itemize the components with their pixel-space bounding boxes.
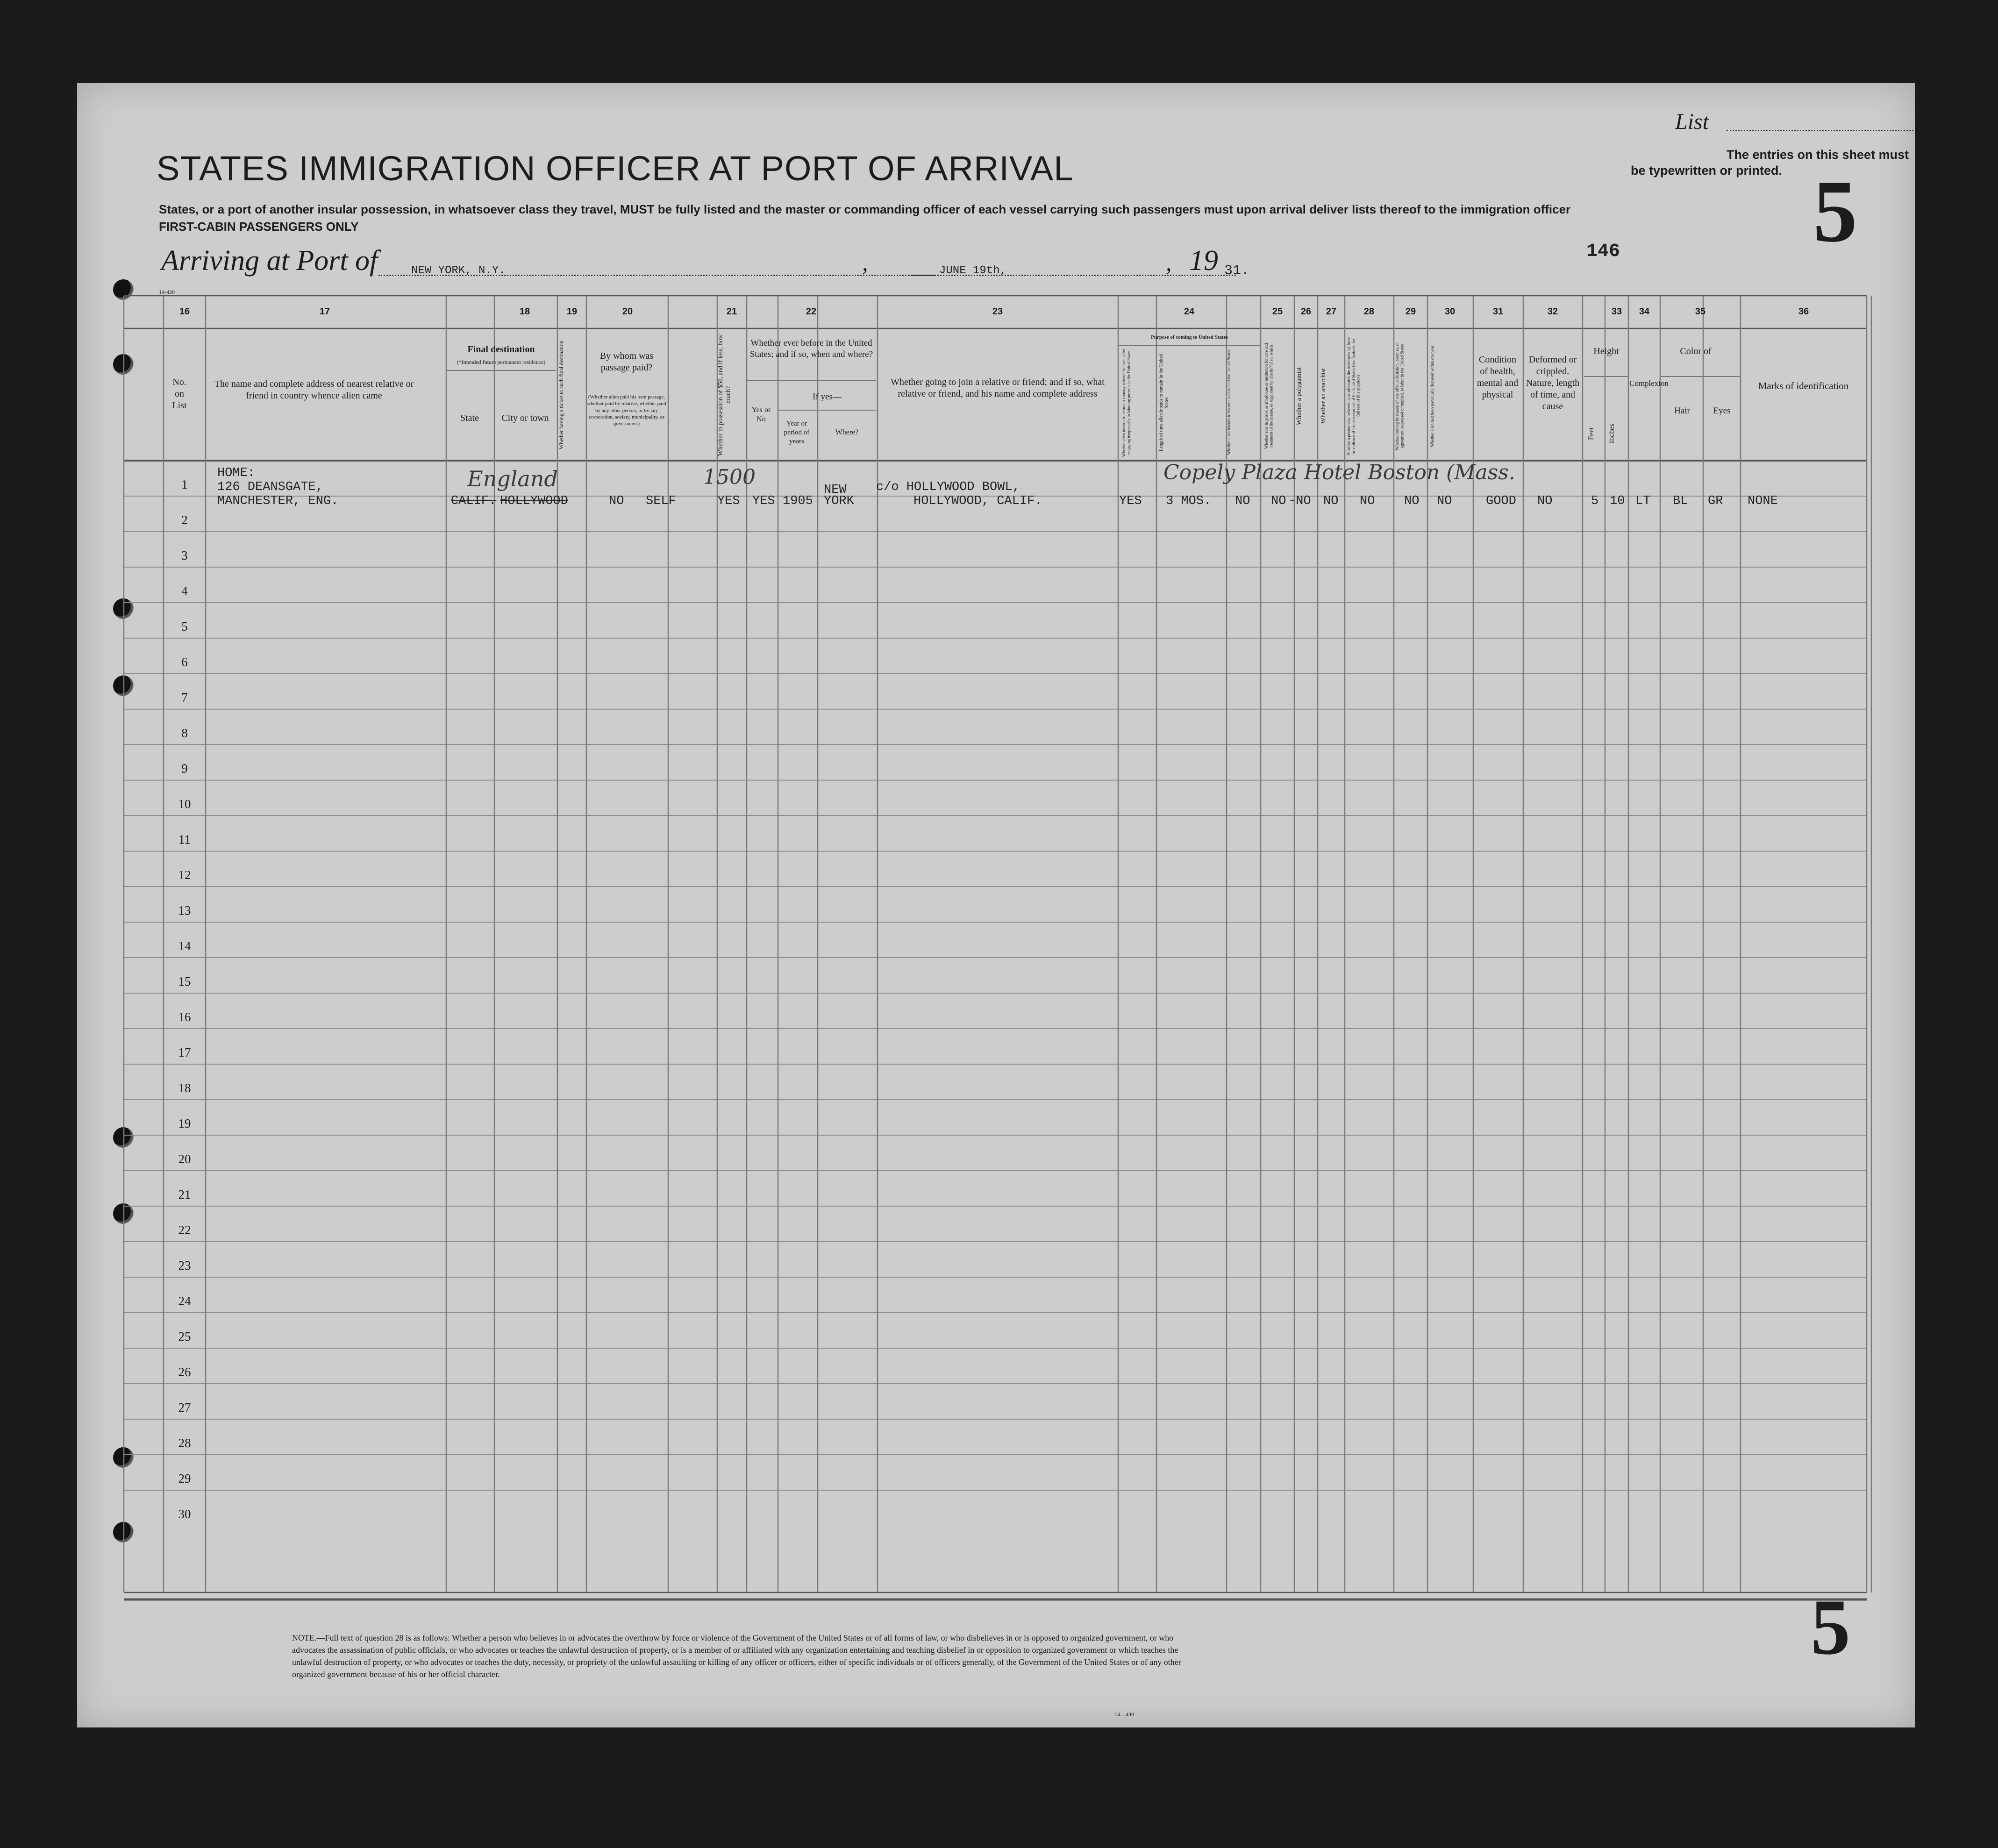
ticket-value: NO bbox=[609, 494, 624, 508]
row-number: 12 bbox=[178, 868, 191, 882]
port-comma: , bbox=[862, 249, 868, 276]
q30-value: NO bbox=[1437, 494, 1452, 508]
q29-value: NO bbox=[1404, 494, 1420, 508]
row-number: 18 bbox=[178, 1081, 191, 1095]
join-line-1: c/o HOLLYWOOD BOWL, bbox=[876, 480, 1020, 494]
header-q28: Whether a person who believes in or advocates the overthrow by force or violence of the Government of the United States (See footnote for full text of this question) bbox=[1346, 336, 1361, 456]
row-number: 6 bbox=[181, 655, 188, 669]
header-anarchist: Whether an anarchist bbox=[1320, 368, 1327, 424]
year-prefix: 19 bbox=[1189, 245, 1218, 277]
join-line-2: HOLLYWOOD, CALIF. bbox=[913, 494, 1042, 508]
prison-value: NO bbox=[1271, 494, 1286, 508]
year-suffix: 31. bbox=[1224, 263, 1250, 279]
handwritten-address-note: Copely Plaza Hotel Boston (Mass. bbox=[1163, 461, 1515, 484]
header-prison: Whether ever in prison or almshouse or institution for care and treatment of the insane, or supported by charity? If so, which bbox=[1264, 343, 1274, 449]
column-number: 32 bbox=[1547, 306, 1558, 317]
header-year-period: Year or period of years bbox=[784, 420, 810, 445]
row-number: 13 bbox=[178, 903, 191, 917]
return-value: YES bbox=[1119, 494, 1142, 508]
row-number: 28 bbox=[178, 1436, 191, 1450]
relative-line-2: 126 DEANSGATE, bbox=[217, 480, 323, 494]
date-value: JUNE 19th, bbox=[939, 264, 1007, 277]
row-number: 3 bbox=[181, 548, 188, 562]
before-where-1: NEW bbox=[824, 483, 847, 497]
form-subtitle: States, or a port of another insular possession, in whatsoever class they travel, MUST be fully listed and the master or commanding officer of each vessel carrying such passengers must upon arrival deliver lists thereof to the immigration officer bbox=[159, 202, 1571, 216]
before-where-2: YORK bbox=[824, 494, 854, 508]
column-number: 22 bbox=[806, 306, 817, 317]
header-nearest-relative: The name and complete address of nearest relative or friend in country whence alien came bbox=[214, 379, 414, 401]
header-inches: Inches bbox=[1608, 424, 1616, 443]
column-number: 31 bbox=[1492, 306, 1504, 317]
column-number: 28 bbox=[1363, 306, 1375, 317]
city-struck: HOLLYWOOD bbox=[500, 494, 568, 508]
row-number: 20 bbox=[178, 1152, 191, 1166]
header-q30: Whether alien had been previously deported within one year bbox=[1430, 345, 1434, 447]
column-number: 30 bbox=[1444, 306, 1456, 317]
hair-value: BL bbox=[1673, 494, 1688, 508]
relative-line-3: MANCHESTER, ENG. bbox=[217, 494, 339, 508]
sheet-number-top: 5 bbox=[1813, 163, 1857, 261]
header-feet: Feet bbox=[1587, 427, 1595, 440]
header-color-of: Color of— bbox=[1680, 346, 1721, 356]
polygamist-value: -NO bbox=[1288, 494, 1311, 508]
date-comma: , bbox=[1166, 249, 1172, 276]
header-hair: Hair bbox=[1674, 406, 1690, 416]
money-handwritten: 1500 bbox=[703, 465, 756, 489]
length-value: 3 MOS. bbox=[1166, 494, 1212, 508]
header-where: Where? bbox=[835, 428, 859, 436]
row-number: 5 bbox=[181, 619, 188, 633]
header-complexion: Complexion bbox=[1629, 379, 1669, 388]
row-number: 14 bbox=[178, 939, 191, 953]
row-number: 1 bbox=[181, 477, 188, 491]
header-city: City or town bbox=[501, 413, 549, 423]
port-value: NEW YORK, N.Y. bbox=[411, 264, 506, 277]
header-purpose: Purpose of coming to United States bbox=[1151, 334, 1228, 340]
header-final-destination: Final destination bbox=[467, 344, 535, 355]
column-number: 29 bbox=[1405, 306, 1416, 317]
row-number: 15 bbox=[178, 974, 191, 988]
footer-code: 14—430 bbox=[1114, 1711, 1134, 1718]
q28-value: NO bbox=[1360, 494, 1375, 508]
row-number: 7 bbox=[181, 690, 188, 704]
page-number: 146 bbox=[1586, 241, 1620, 262]
header-money: Whether in possession of $50, and if less, how much? bbox=[717, 334, 732, 456]
row-number: 11 bbox=[178, 832, 191, 846]
row-number: 21 bbox=[178, 1187, 191, 1201]
class-label: FIRST-CABIN PASSENGERS ONLY bbox=[159, 220, 359, 234]
header-q29: Whether coming by reason of any offer, solicitation, promise, or agreement, expressed or implied, to labor in the United States bbox=[1395, 342, 1405, 450]
instructions-line-2: be typewritten or printed. bbox=[1631, 163, 1783, 178]
column-number: 25 bbox=[1272, 306, 1283, 317]
header-passage-paid: By whom was passage paid? bbox=[599, 351, 654, 373]
column-number: 33 bbox=[1611, 306, 1622, 317]
header-if-yes: If yes— bbox=[813, 392, 842, 402]
health-value: GOOD bbox=[1486, 494, 1516, 508]
column-number: 20 bbox=[622, 306, 633, 317]
footnote-question-28: NOTE.—Full text of question 28 is as follows: Whether a person who believes in or advocates the overthrow by force or violence of the Government of the United States or of all forms of law, or who disbelieves in or is opposed to organized government, or who advocates the assassination of public officials, or who advocates or teaches the unlawful destruction of property, or is a member of or affiliated with any organization entertaining and teaching disbelief in or opposition to organized government or which teaches the unlawful destruction of property, or who advocates or teaches the duty, necessity, or propriety of the unlawful assaulting or killing of any officer or officers, either of specific individuals or of officers generally, of the Government of the United States or of any other organized government because of his or her official character. bbox=[292, 1633, 1181, 1679]
row-number: 19 bbox=[178, 1116, 191, 1130]
column-number: 18 bbox=[519, 306, 530, 317]
row-number: 2 bbox=[181, 513, 188, 527]
header-polygamist: Whether a polygamist bbox=[1296, 367, 1303, 425]
row-number: 22 bbox=[178, 1223, 191, 1237]
manifest-sheet bbox=[77, 83, 1915, 1727]
header-no-on-list: No. on List bbox=[172, 377, 187, 411]
header-purpose-return: Whether alien intends to return to country whence he came after engaging temporarily in laboring pursuits in the United States bbox=[1121, 348, 1131, 457]
column-number: 21 bbox=[726, 306, 737, 317]
header-final-destination-note: (*Intended future permanent residence) bbox=[457, 359, 546, 365]
row-number: 30 bbox=[178, 1507, 191, 1521]
column-number: 34 bbox=[1639, 306, 1650, 317]
header-purpose-length: Length of time alien intends to remain in the United States bbox=[1159, 354, 1170, 452]
deformed-value: NO bbox=[1537, 494, 1553, 508]
instructions-line-1: The entries on this sheet must bbox=[1727, 148, 1909, 162]
state-struck: CALIF. bbox=[451, 494, 497, 508]
complexion-value: LT bbox=[1635, 494, 1651, 508]
form-code-top: 14-430 bbox=[159, 289, 175, 295]
eyes-value: GR bbox=[1708, 494, 1723, 508]
sheet-number-bottom: 5 bbox=[1811, 1583, 1850, 1671]
column-number: 35 bbox=[1695, 306, 1706, 317]
form-title: STATES IMMIGRATION OFFICER AT PORT OF ARRIVAL bbox=[157, 149, 1074, 188]
relative-line-1: HOME: bbox=[217, 466, 256, 480]
row-number: 17 bbox=[178, 1045, 191, 1059]
citizen-value: NO bbox=[1235, 494, 1250, 508]
header-join-relative: Whether going to join a relative or friend; and if so, what relative or friend, and his name and complete address bbox=[891, 377, 1105, 399]
header-passage-note: (Whether alien paid his own passage, whether paid by relative, whether paid by any other person, or by any corporation, society, municipality, or government) bbox=[587, 394, 666, 427]
destination-handwritten: England bbox=[467, 466, 558, 491]
row-number: 8 bbox=[181, 726, 188, 740]
column-number: 17 bbox=[319, 306, 330, 317]
header-marks: Marks of identification bbox=[1758, 380, 1849, 391]
header-yes-no: Yes or No bbox=[751, 406, 771, 423]
header-state: State bbox=[460, 413, 479, 423]
row-number: 10 bbox=[178, 797, 191, 811]
marks-value: NONE bbox=[1748, 494, 1778, 508]
column-number: 16 bbox=[179, 306, 190, 317]
header-before-us: Whether ever before in the United States; and if so, when and where? bbox=[749, 338, 873, 359]
row-number: 27 bbox=[178, 1400, 191, 1414]
row-number: 24 bbox=[178, 1294, 191, 1308]
list-label: List bbox=[1675, 109, 1709, 134]
table-grid bbox=[77, 83, 1915, 1727]
before-value: YES bbox=[752, 494, 775, 508]
passage-value: SELF bbox=[646, 494, 676, 508]
column-number: 24 bbox=[1184, 306, 1195, 317]
header-ticket: Whether having a ticket to such final destination bbox=[558, 341, 564, 449]
column-number: 19 bbox=[566, 306, 578, 317]
money-value: YES bbox=[717, 494, 740, 508]
column-number: 36 bbox=[1798, 306, 1809, 317]
anarchist-value: NO bbox=[1323, 494, 1339, 508]
row-number: 9 bbox=[181, 761, 188, 775]
row-number: 23 bbox=[178, 1258, 191, 1272]
header-purpose-citizen: Whether alien intends to become a citizen of the United States bbox=[1227, 350, 1231, 455]
row-number: 16 bbox=[178, 1010, 191, 1024]
header-eyes: Eyes bbox=[1713, 406, 1731, 416]
column-number: 23 bbox=[992, 306, 1003, 317]
row-number: 26 bbox=[178, 1365, 191, 1379]
before-year-value: 1905 bbox=[783, 494, 813, 508]
header-deformed: Deformed or crippled. Nature, length of time, and cause bbox=[1526, 355, 1580, 412]
inches-value: 10 bbox=[1610, 494, 1625, 508]
header-height: Height bbox=[1593, 346, 1619, 356]
header-health: Condition of health, mental and physical bbox=[1477, 355, 1519, 400]
column-number: 27 bbox=[1326, 306, 1337, 317]
row-number: 29 bbox=[178, 1471, 191, 1486]
feet-value: 5 bbox=[1591, 494, 1599, 508]
port-label: Arriving at Port of bbox=[161, 245, 378, 277]
column-number: 26 bbox=[1300, 306, 1312, 317]
row-number: 25 bbox=[178, 1329, 191, 1343]
row-number: 4 bbox=[181, 584, 188, 598]
